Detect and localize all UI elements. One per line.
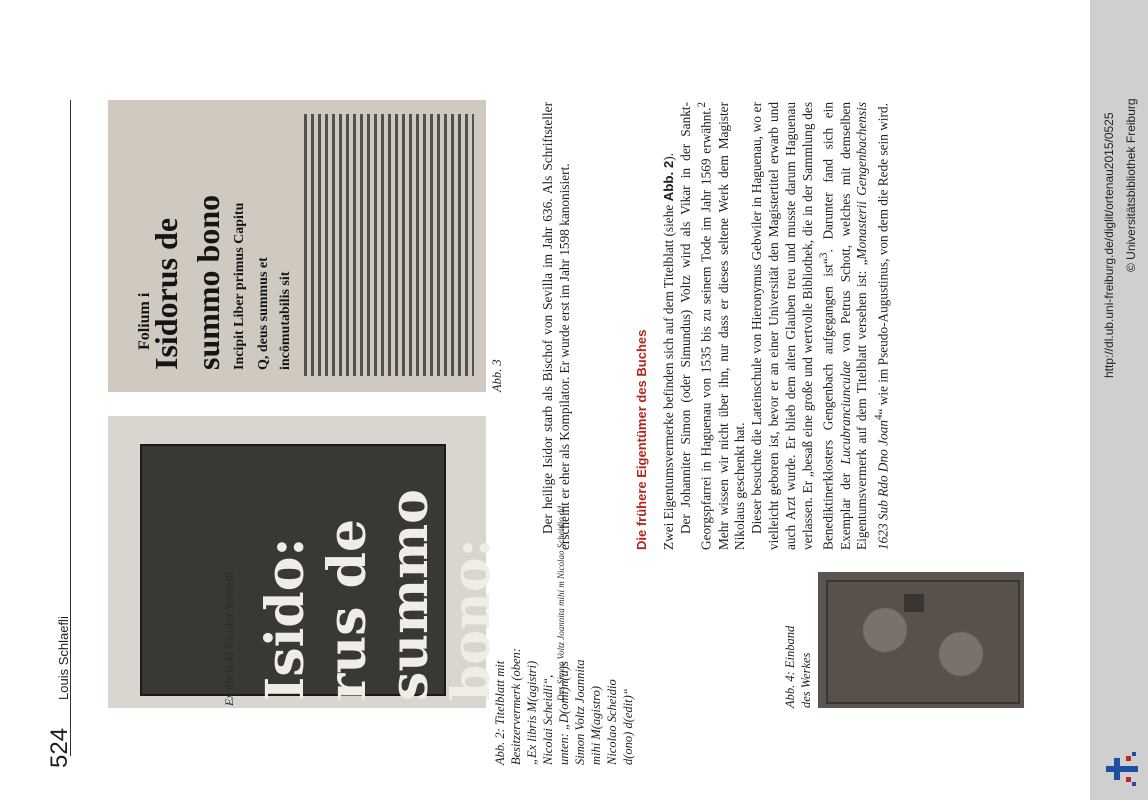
figure-3-text-page-photo (108, 100, 486, 392)
caption-2-line-8: Nicolao Scheidio (605, 679, 619, 765)
gothic-line-3: summo (379, 489, 440, 701)
folium-label: Folium i (136, 292, 153, 350)
p4-text-d: “ wie im Pseudo-Augustinus, von dem die Rede sein wird. (875, 103, 891, 415)
paragraph-2 (661, 102, 678, 550)
p4-italic-1: Lucubranciunculae (837, 360, 853, 465)
section-former-owners (634, 102, 892, 550)
caption-2-line-9: d(ono) d(edit)“ (621, 688, 635, 765)
figure-4-caption (782, 588, 814, 708)
footnote-3: 3 (818, 252, 831, 259)
p4-italic-2: Monasterii Gengenbachensis 1623 Sub Rdo Dno Joan (854, 102, 891, 550)
gothic-line-1: Isido: (255, 537, 316, 701)
gothic-line-4: bono: (441, 538, 502, 701)
p4-text-c: von Petrus Schott, welches mit demselben Eigentumsvermerk auf dem Titelblatt versehen ist: „ (837, 102, 870, 550)
caption-2-line-1: Abb. 2: Titelblatt mit (493, 660, 507, 765)
figure-3-subtitle-line-2: incômutabilis sit (278, 271, 293, 370)
paragraph-4 (749, 102, 892, 550)
p4-text-a: Dieser besuchte die Lateinschule von Hieronymus Gebwiler in Haguenau, wo er vielleicht geboren ist, bevor er an einer Universität den Magistertitel erwarb und auch Arzt wurde. Er blieb dem alten Glauben treu und musste darum Haguenau verlassen. Er „besaß eine große und wertvolle Bibliothek, die in der Sammlung des Benediktinerklosters Gengenbach aufgegangen ist“ (749, 102, 836, 550)
ub-freiburg-logo-icon (1102, 748, 1142, 788)
caption-4-line-2: des Werkes (799, 652, 813, 708)
caption-2-line-5: unten: „D(omi)n(u)s (557, 661, 571, 765)
caption-2-line-3: „Ex libris M(agistri) (525, 660, 539, 765)
p2-text-b: ). (660, 153, 676, 161)
inscription-top: Ex libris M Nicolai Scheidli (222, 572, 236, 706)
figure-3-subtitle-line-1: Q, deus summus et (256, 257, 271, 370)
figure-3-title-line-2: summo bono (190, 194, 226, 370)
figure-3-title-line-1: Isidorus de (148, 217, 184, 370)
paragraph-3 (678, 102, 750, 550)
caption-2-line-7: mihi M(agistro) (589, 685, 603, 765)
paragraph-1: Der heilige Isidor starb als Bischof von Sevilla im Jahr 636. Als Schriftsteller erscheint er eher als Kompilator. Er wurde erst im Jahr 1598 kanonisiert. (540, 102, 572, 550)
running-head-author: Louis Schlaefli (56, 616, 71, 700)
footnote-4: 4 (873, 414, 886, 420)
caption-2-line-6: Simon Voltz Joannita (573, 659, 587, 765)
figure-ref-abb-2: Abb. 2 (660, 160, 676, 202)
page-number: 524 (46, 727, 73, 768)
figure-4-binding-photo (818, 572, 1024, 708)
figure-2-caption (492, 555, 636, 765)
inscription-bottom: Dns Simon Voltz Joannita mihi m Nicolao Scheidio dd (556, 506, 566, 701)
gothic-line-2: rus de (317, 518, 378, 701)
permalink-url[interactable]: http://dl.ub.uni-freiburg.de/diglit/ortenau2015/0525 (1102, 112, 1116, 378)
p3-text-a: Der Johanniter Simon (oder Simundus) Voltz wird als Vikar in der Sankt-Georgspfarrei in Haguenau von 1535 bis zu seinem Tode im Jahr 1569 erwähnt. (677, 102, 714, 550)
caption-2-line-4: Nicolai Scheidli“, (541, 674, 555, 765)
copyright-notice: © Universitätsbibliothek Freiburg (1124, 98, 1138, 272)
p3-text-b: Mehr wissen wir nicht über ihn, nur dass er dieses seltene Werk dem Magister Nikolaus geschenkt hat. (715, 102, 748, 550)
section-heading: Die frühere Eigentümer des Buches (634, 329, 649, 550)
p4-text-b: . Darunter fand sich ein Exemplar der (820, 101, 853, 550)
caption-4-line-1: Abb. 4: Einband (783, 625, 797, 708)
paragraph-isidor (540, 102, 574, 550)
p2-text-a: Zwei Eigentumsvermerke befinden sich auf dem Titelblatt (siehe (660, 201, 676, 550)
caption-2-line-2: Besitzervermerk (oben: (509, 648, 523, 765)
incipit-line: Incipit Liber primus Capitu (232, 202, 247, 370)
footnote-2: 2 (696, 102, 709, 108)
figure-3-blackletter-text-block (304, 114, 474, 376)
figure-3-label: Abb. 3 (490, 359, 504, 392)
right-sidebar (1090, 0, 1148, 800)
